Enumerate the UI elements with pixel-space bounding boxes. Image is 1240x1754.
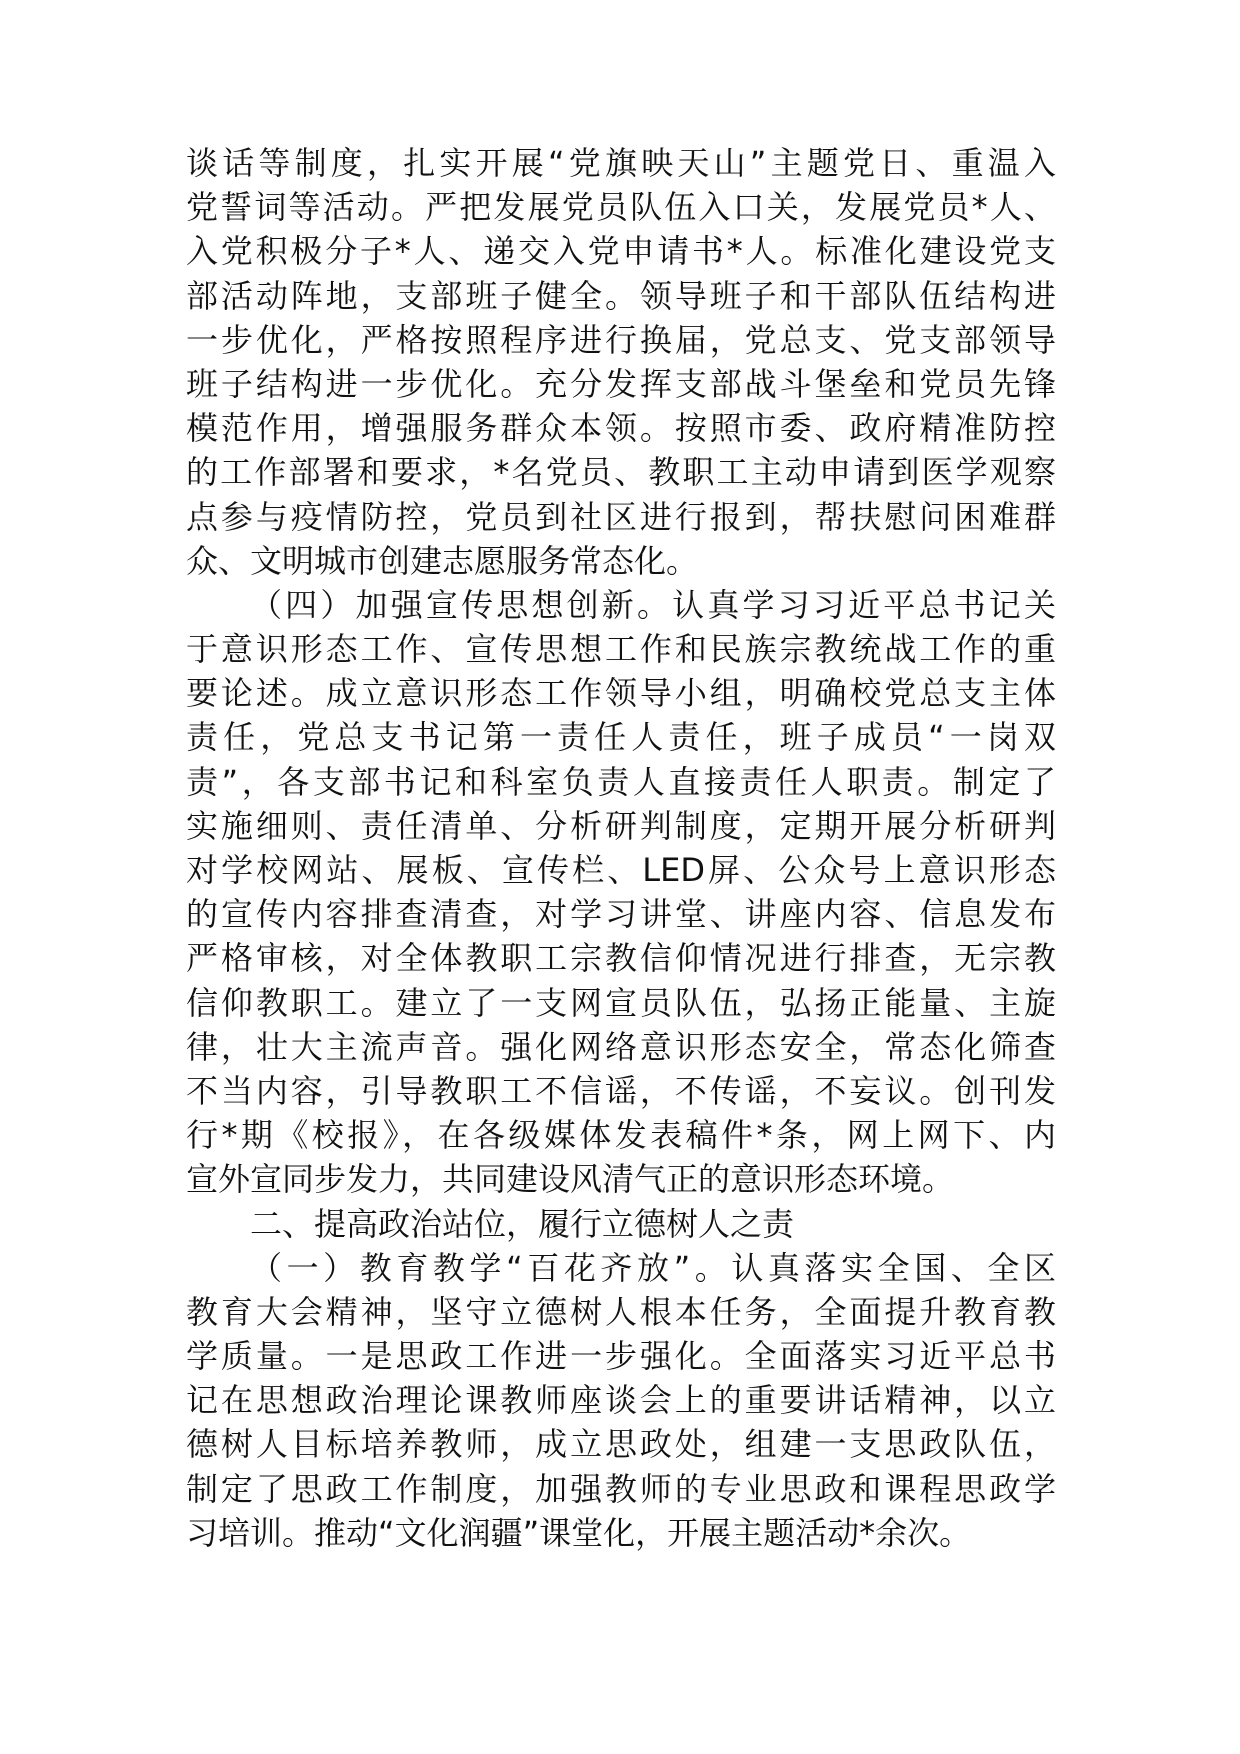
text-line: 点参与疫情防控，党员到社区进行报到，帮扶慰问困难群 [186,497,1056,536]
text-line: 严格审核，对全体教职工宗教信仰情况进行排查，无宗教 [186,939,1056,978]
text-line: （一）教育教学“百花齐放”。认真落实全国、全区 [250,1248,1056,1287]
paragraph-publicity-innovation [186,583,1056,1202]
section-heading-text: 二、提高政治站位，履行立德树人之责 [250,1204,795,1243]
text-line: 信仰教职工。建立了一支网宣员队伍，弘扬正能量、主旋 [186,983,1056,1022]
text-line: 班子结构进一步优化。充分发挥支部战斗堡垒和党员先锋 [186,364,1056,403]
text-line: 记在思想政治理论课教师座谈会上的重要讲话精神，以立 [186,1381,1056,1420]
paragraph-party-building [186,141,1056,583]
text-line: 习培训。推动“文化润疆”课堂化，开展主题活动*余次。 [186,1513,972,1552]
text-line: 实施细则、责任清单、分析研判制度，定期开展分析研判 [186,806,1056,845]
text-line: 党誓词等活动。严把发展党员队伍入口关，发展党员*人、 [186,188,1056,227]
text-line: 宣外宣同步发力，共同建设风清气正的意识形态环境。 [186,1160,955,1199]
text-line: 不当内容，引导教职工不信谣，不传谣，不妄议。创刊发 [186,1071,1056,1110]
paragraph-teaching [186,1246,1056,1555]
text-line: 要论述。成立意识形态工作领导小组，明确校党总支主体 [186,674,1056,713]
text-line: 众、文明城市创建志愿服务常态化。 [186,541,699,580]
text-line: （四）加强宣传思想创新。认真学习习近平总书记关 [250,585,1056,624]
text-line: 一步优化，严格按照程序进行换届，党总支、党支部领导 [186,320,1056,359]
document-body [186,141,1056,1555]
text-line: 对学校网站、展板、宣传栏、LED屏、公众号上意识形态 [186,851,1056,889]
text-line: 谈话等制度，扎实开展“党旗映天山”主题党日、重温入 [186,144,1056,182]
text-line: 学质量。一是思政工作进一步强化。全面落实习近平总书 [186,1337,1056,1376]
text-line: 的宣传内容排查清查，对学习讲堂、讲座内容、信息发布 [186,895,1056,934]
text-line: 责”，各支部书记和科室负责人直接责任人职责。制定了 [186,762,1056,801]
text-line: 律，壮大主流声音。强化网络意识形态安全，常态化筛查 [186,1027,1056,1066]
text-line: 制定了思政工作制度，加强教师的专业思政和课程思政学 [186,1469,1056,1508]
text-line: 的工作部署和要求，*名党员、教职工主动申请到医学观察 [186,453,1056,492]
text-line: 教育大会精神，坚守立德树人根本任务，全面提升教育教 [186,1292,1056,1331]
text-line: 部活动阵地，支部班子健全。领导班子和干部队伍结构进 [186,276,1056,315]
text-line: 入党积极分子*人、递交入党申请书*人。标准化建设党支 [186,232,1056,271]
text-line: 德树人目标培养教师，成立思政处，组建一支思政队伍， [186,1425,1056,1464]
section-heading [186,1202,1056,1246]
text-line: 模范作用，增强服务群众本领。按照市委、政府精准防控 [186,409,1056,448]
text-line: 于意识形态工作、宣传思想工作和民族宗教统战工作的重 [186,630,1056,669]
text-line: 责任，党总支书记第一责任人责任，班子成员“一岗双 [186,718,1056,757]
text-line: 行*期《校报》，在各级媒体发表稿件*条，网上网下、内 [186,1116,1056,1155]
